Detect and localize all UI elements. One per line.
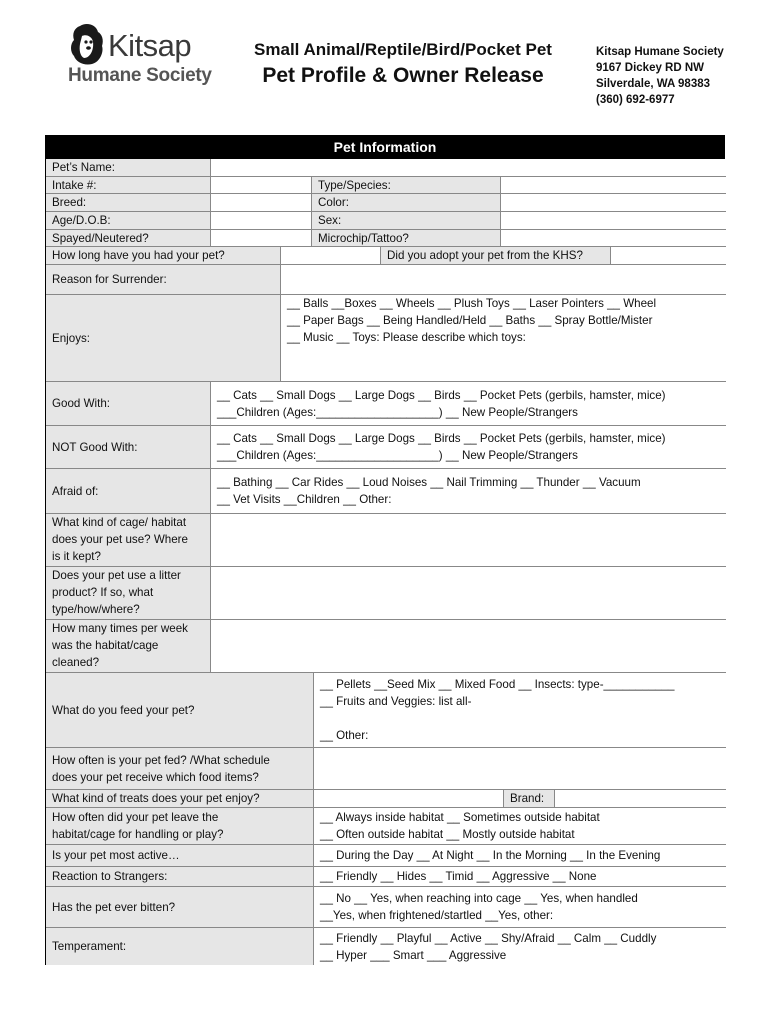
input-treats[interactable] bbox=[314, 790, 504, 808]
address-phone: (360) 692-6977 bbox=[596, 94, 675, 106]
label-sex: Sex: bbox=[312, 212, 501, 230]
reaction-to-strangers-options[interactable]: __ Friendly __ Hides __ Timid __ Aggressive __ None bbox=[314, 867, 726, 887]
input-habitat-cleaning[interactable] bbox=[211, 620, 726, 673]
form-title: Pet Profile & Owner Release bbox=[262, 64, 544, 87]
not-good-with-option-line: __ Cats __ Small Dogs __ Large Dogs __ Birds __ Pocket Pets (gerbils, hamster, mice) bbox=[217, 432, 666, 445]
label-line: Does your pet use a litter bbox=[52, 569, 181, 582]
form-subtitle: Small Animal/Reptile/Bird/Pocket Pet bbox=[254, 40, 552, 59]
good-with-option-line: __ Cats __ Small Dogs __ Large Dogs __ Birds __ Pocket Pets (gerbils, hamster, mice) bbox=[217, 388, 666, 402]
label-most-active: Is your pet most active… bbox=[46, 845, 314, 867]
address-city: Silverdale, WA 98383 bbox=[596, 78, 711, 90]
input-litter-product[interactable] bbox=[211, 567, 726, 620]
logo-kitsap-text: Kitsap bbox=[108, 28, 192, 63]
afraid-of-option-line: __ Bathing __ Car Rides __ Loud Noises __ Nail Trimming __ Thunder __ Vacuum bbox=[217, 476, 641, 489]
label-line: How often did your pet leave the bbox=[52, 811, 219, 824]
not-good-with-options[interactable] bbox=[211, 426, 726, 469]
label-not-good-with: NOT Good With: bbox=[46, 426, 211, 469]
label-enjoys: Enjoys: bbox=[46, 295, 281, 382]
feed-option-line: __ Other: bbox=[320, 729, 369, 742]
label-line: How many times per week bbox=[52, 622, 188, 635]
temperament-option-line: __ Hyper ___ Smart ___ Aggressive bbox=[320, 948, 507, 962]
label-ever-bitten: Has the pet ever bitten? bbox=[46, 887, 314, 928]
leave-option-line: __ Often outside habitat __ Mostly outside habitat bbox=[320, 828, 575, 841]
organization-address bbox=[596, 44, 724, 108]
label-intake: Intake #: bbox=[46, 177, 211, 194]
enjoys-option-line: __ Music __ Toys: Please describe which toys: bbox=[287, 331, 526, 344]
most-active-options[interactable]: __ During the Day __ At Night __ In the Morning __ In the Evening bbox=[314, 845, 726, 867]
label-brand: Brand: bbox=[504, 790, 555, 808]
input-brand[interactable] bbox=[555, 790, 726, 808]
label-litter-product bbox=[46, 567, 211, 620]
label-spayed-neutered: Spayed/Neutered? bbox=[46, 230, 211, 247]
input-age-dob[interactable] bbox=[211, 212, 312, 230]
label-line: product? If so, what bbox=[52, 586, 154, 599]
input-sex[interactable] bbox=[501, 212, 726, 230]
leave-option-line: __ Always inside habitat __ Sometimes outside habitat bbox=[320, 811, 600, 824]
label-microchip-tattoo: Microchip/Tattoo? bbox=[312, 230, 501, 247]
kitsap-humane-society-logo bbox=[66, 22, 216, 92]
enjoys-option-line: __ Paper Bags __ Being Handled/Held __ Baths __ Spray Bottle/Mister bbox=[287, 314, 653, 327]
good-with-option-line: ___Children (Ages:___________________) __ New People/Strangers bbox=[217, 405, 578, 419]
label-good-with: Good With: bbox=[46, 382, 211, 426]
label-what-do-you-feed: What do you feed your pet? bbox=[46, 673, 314, 748]
feed-options[interactable] bbox=[314, 673, 726, 748]
input-reason-for-surrender[interactable] bbox=[281, 265, 726, 295]
label-reason-for-surrender: Reason for Surrender: bbox=[46, 265, 281, 295]
address-name: Kitsap Humane Society bbox=[596, 46, 724, 58]
input-breed[interactable] bbox=[211, 194, 312, 212]
label-type-species: Type/Species: bbox=[312, 177, 501, 194]
feed-option-line: __ Fruits and Veggies: list all- bbox=[320, 695, 472, 708]
label-line: habitat/cage for handling or play? bbox=[52, 828, 224, 841]
bitten-option-line: __ No __ Yes, when reaching into cage __ Yes, when handled bbox=[320, 892, 638, 905]
label-adopt-khs: Did you adopt your pet from the KHS? bbox=[381, 247, 611, 265]
bitten-option-line: __Yes, when frightened/startled __Yes, other: bbox=[320, 909, 554, 922]
afraid-of-options[interactable] bbox=[211, 469, 726, 514]
input-type-species[interactable] bbox=[501, 177, 726, 194]
dog-logo-icon bbox=[66, 22, 106, 68]
section-header-pet-information: Pet Information bbox=[46, 136, 724, 159]
label-age-dob: Age/D.O.B: bbox=[46, 212, 211, 230]
input-how-long[interactable] bbox=[281, 247, 381, 265]
input-color[interactable] bbox=[501, 194, 726, 212]
label-line: type/how/where? bbox=[52, 603, 140, 616]
label-breed: Breed: bbox=[46, 194, 211, 212]
label-afraid-of: Afraid of: bbox=[46, 469, 211, 514]
feed-option-line: __ Pellets __Seed Mix __ Mixed Food __ Insects: type-___________ bbox=[320, 678, 675, 691]
label-line: What kind of cage/ habitat bbox=[52, 516, 187, 529]
pet-information-form bbox=[45, 135, 725, 965]
label-how-long: How long have you had your pet? bbox=[46, 247, 281, 265]
label-leave-habitat bbox=[46, 808, 314, 845]
label-pets-name: Pet’s Name: bbox=[46, 159, 211, 177]
address-street: 9167 Dickey RD NW bbox=[596, 62, 705, 74]
label-cage-habitat bbox=[46, 514, 211, 567]
label-reaction-to-strangers: Reaction to Strangers: bbox=[46, 867, 314, 887]
label-line: cleaned? bbox=[52, 656, 100, 669]
enjoys-options[interactable] bbox=[281, 295, 726, 382]
logo-humane-society-text: Humane Society bbox=[68, 65, 212, 86]
label-line: is it kept? bbox=[52, 550, 101, 563]
temperament-option-line: __ Friendly __ Playful __ Active __ Shy/Afraid __ Calm __ Cuddly bbox=[320, 931, 657, 945]
feed-option-line bbox=[320, 710, 720, 727]
input-feeding-schedule[interactable] bbox=[314, 748, 726, 790]
label-line: does your pet receive which food items? bbox=[52, 770, 259, 784]
label-temperament: Temperament: bbox=[46, 928, 314, 965]
not-good-with-option-line: ___Children (Ages:___________________) __ New People/Strangers bbox=[217, 449, 578, 462]
afraid-of-option-line: __ Vet Visits __Children __ Other: bbox=[217, 493, 392, 506]
input-microchip-tattoo[interactable] bbox=[501, 230, 726, 247]
temperament-options[interactable] bbox=[314, 928, 726, 965]
input-cage-habitat[interactable] bbox=[211, 514, 726, 567]
label-line: was the habitat/cage bbox=[52, 639, 159, 652]
input-pets-name[interactable] bbox=[211, 159, 726, 177]
label-habitat-cleaning bbox=[46, 620, 211, 673]
label-color: Color: bbox=[312, 194, 501, 212]
good-with-options[interactable] bbox=[211, 382, 726, 426]
input-adopt-khs[interactable] bbox=[611, 247, 726, 265]
label-line: does your pet use? Where bbox=[52, 533, 188, 546]
bitten-options[interactable] bbox=[314, 887, 726, 928]
leave-habitat-options[interactable] bbox=[314, 808, 726, 845]
label-treats: What kind of treats does your pet enjoy? bbox=[46, 790, 314, 808]
input-spayed-neutered[interactable] bbox=[211, 230, 312, 247]
label-feeding-schedule bbox=[46, 748, 314, 790]
input-intake[interactable] bbox=[211, 177, 312, 194]
enjoys-option-line: __ Balls __Boxes __ Wheels __ Plush Toys __ Laser Pointers __ Wheel bbox=[287, 297, 657, 310]
label-line: How often is your pet fed? /What schedule bbox=[52, 753, 270, 767]
